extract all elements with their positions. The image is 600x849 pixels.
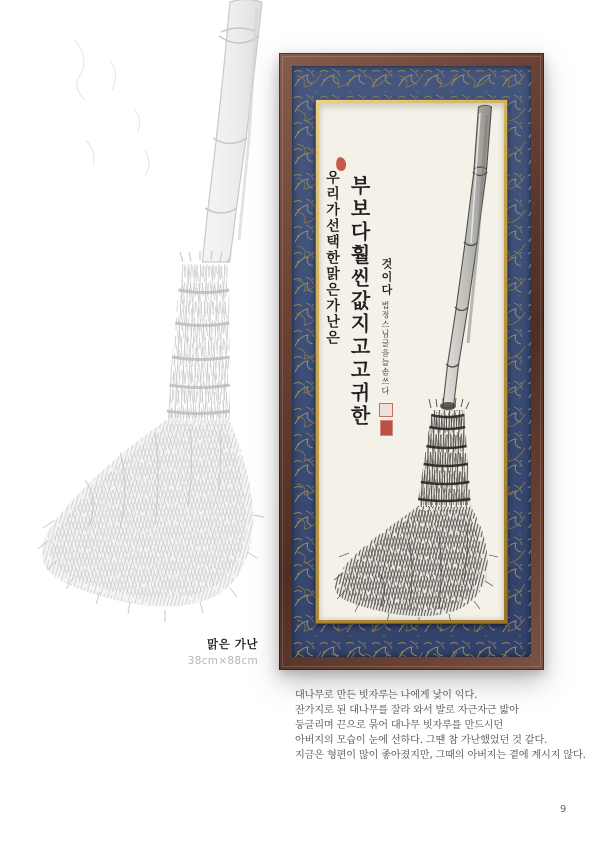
essay-line: 잔가지로 된 대나무를 잘라 와서 발로 자근자근 밟아 xyxy=(295,704,519,716)
calligraphy-column-main: 부보다훨씬값지고고귀한 xyxy=(347,175,371,428)
essay-line: 아버지의 모습이 눈에 선하다. 그땐 참 가난했었던 것 같다. xyxy=(295,734,548,746)
artwork-paper xyxy=(319,103,504,620)
essay-line: 대나무로 만든 빗자루는 나에게 낯이 익다. xyxy=(295,690,478,701)
essay-line: 둥글리며 끈으로 묶어 대나무 빗자루를 만드시던 xyxy=(295,719,504,731)
calligraphy-column-left: 우리가선택한맑은가난은 xyxy=(324,170,340,346)
essay-paragraph xyxy=(295,689,586,764)
calligraphy-signature: 법정스님글을늘솜쓰다 xyxy=(381,301,390,396)
artist-seal-outline-icon xyxy=(379,403,393,417)
artwork-caption xyxy=(188,636,258,667)
gold-fillet xyxy=(315,99,508,624)
artwork-title: 맑은 가난 xyxy=(207,637,258,651)
artwork-dimensions: 38cm×88cm xyxy=(187,655,258,667)
frame-mat xyxy=(292,66,531,657)
artwork-frame xyxy=(279,53,544,670)
calligraphy-column-right: 것이다 xyxy=(380,258,393,297)
artist-seal-solid-icon xyxy=(380,420,393,436)
page-number: 9 xyxy=(560,804,567,815)
faint-broom-sketch xyxy=(15,0,280,635)
essay-line: 지금은 형편이 많이 좋아졌지만, 그때의 아버지는 곁에 계시지 않다. xyxy=(295,749,586,761)
